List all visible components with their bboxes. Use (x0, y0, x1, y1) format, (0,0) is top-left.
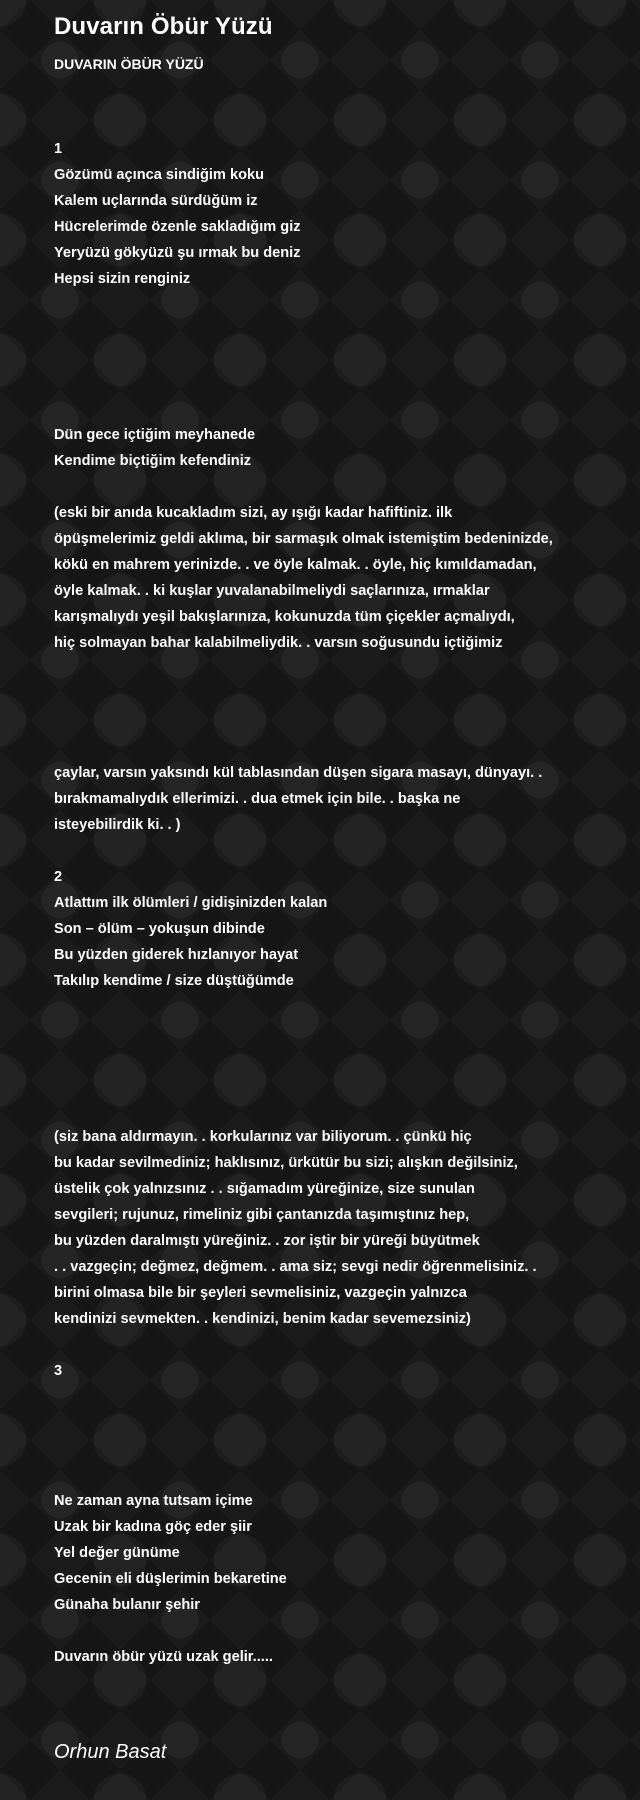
poem-line: sevgileri; rujunuz, rimeliniz gibi çantanızda taşımıştınız hep, (54, 1207, 470, 1223)
poem-line: Uzak bir kadına göç eder şiir (54, 1519, 252, 1535)
poem-line: bırakmamalıydık ellerimizi. . dua etmek için bile. . başka ne (54, 791, 461, 807)
poem-line: Kalem uçlarında sürdüğüm iz (54, 193, 258, 209)
poem-line: 1 (54, 141, 63, 157)
poem-line (54, 318, 586, 344)
poem-line (54, 1462, 586, 1488)
poem-line: Günaha bulanır şehir (54, 1597, 200, 1613)
poem-line: birini olmasa bile bir şeyleri sevmelisiniz, vazgeçin yalnızca (54, 1285, 467, 1301)
poem-body (54, 136, 586, 1670)
poem-line: 2 (54, 869, 63, 885)
poem-line: isteyebilirdik ki. . ) (54, 817, 181, 833)
poem-author: Orhun Basat (54, 1741, 167, 1763)
poem-line: Dün gece içtiğim meyhanede (54, 427, 256, 443)
poem-line: bu kadar sevilmediniz; haklısınız, ürkütür bu sizi; alışkın değilsiniz, (54, 1155, 518, 1171)
poem-line (54, 344, 586, 370)
poem-line: karışmalıydı yeşil bakışlarınıza, kokunuzda tüm çiçekler açmalıydı, (54, 609, 515, 625)
poem-line: Gecenin eli düşlerimin bekaretine (54, 1571, 287, 1587)
poem-line (54, 838, 586, 864)
poem-line: Ne zaman ayna tutsam içime (54, 1493, 253, 1509)
poem-line (54, 1020, 586, 1046)
poem-line: . . vazgeçin; değmez, değmem. . ama siz; sevgi nedir öğrenmelisiniz. . (54, 1259, 537, 1275)
poem-line: Hepsi sizin renginiz (54, 271, 191, 287)
poem-line: Hücrelerimde özenle sakladığım giz (54, 219, 301, 235)
poem-line: Yeryüzü gökyüzü şu ırmak bu deniz (54, 245, 301, 261)
poem-line (54, 708, 586, 734)
poem-title: Duvarın Öbür Yüzü (54, 13, 273, 40)
poem-line (54, 1410, 586, 1436)
poem-line: Duvarın öbür yüzü uzak gelir..... (54, 1649, 273, 1665)
poem-line (54, 370, 586, 396)
poem-line (54, 292, 586, 318)
poem-line: kökü en mahrem yerinizde. . ve öyle kalmak. . öyle, hiç kımıldamadan, (54, 557, 537, 573)
poem-line: Bu yüzden giderek hızlanıyor hayat (54, 947, 299, 963)
poem-line (54, 1098, 586, 1124)
poem-line: üstelik çok yalnızsınız . . sığamadım yüreğinize, size sunulan (54, 1181, 475, 1197)
poem-line: Yel değer günüme (54, 1545, 180, 1561)
poem-line: (eski bir anıda kucakladım sizi, ay ışığı kadar hafiftiniz. ilk (54, 505, 453, 521)
poem-line: (siz bana aldırmayın. . korkularınız var biliyorum. . çünkü hiç (54, 1129, 472, 1145)
poem-line: Takılıp kendime / size düştüğümde (54, 973, 294, 989)
poem-line (54, 1436, 586, 1462)
poem-line (54, 1384, 586, 1410)
poem-subtitle: DUVARIN ÖBÜR YÜZÜ (54, 56, 204, 72)
poem-line: Son – ölüm – yokuşun dibinde (54, 921, 265, 937)
poem-line (54, 994, 586, 1020)
poem-line: hiç solmayan bahar kalabilmeliydik. . varsın soğusundu içtiğimiz (54, 635, 503, 651)
poem-line: kendinizi sevmekten. . kendinizi, benim kadar sevemezsiniz) (54, 1311, 471, 1327)
poem-line: çaylar, varsın yaksındı kül tablasından düşen sigara masayı, dünyayı. . (54, 765, 543, 781)
poem-line: öpüşmelerimiz geldi aklıma, bir sarmaşık olmak istemiştim bedeninizde, (54, 531, 553, 547)
poem-line: Gözümü açınca sindiğim koku (54, 167, 265, 183)
poem-line (54, 656, 586, 682)
poem-line: Kendime biçtiğim kefendiniz (54, 453, 252, 469)
poem-line: Atlattım ilk ölümleri / gidişinizden kalan (54, 895, 328, 911)
poem-line (54, 682, 586, 708)
poem-line (54, 396, 586, 422)
poem-line: bu yüzden daralmıştı yüreğiniz. . zor iştir bir yüreği büyütmek (54, 1233, 480, 1249)
poem-line (54, 1072, 586, 1098)
poem-line (54, 734, 586, 760)
poem-line (54, 474, 586, 500)
poem-line (54, 1046, 586, 1072)
poem-line (54, 1332, 586, 1358)
poem-line: öyle kalmak. . ki kuşlar yuvalanabilmeliydi saçlarınıza, ırmaklar (54, 583, 490, 599)
poem-line: 3 (54, 1363, 63, 1379)
poem-line (54, 1618, 586, 1644)
